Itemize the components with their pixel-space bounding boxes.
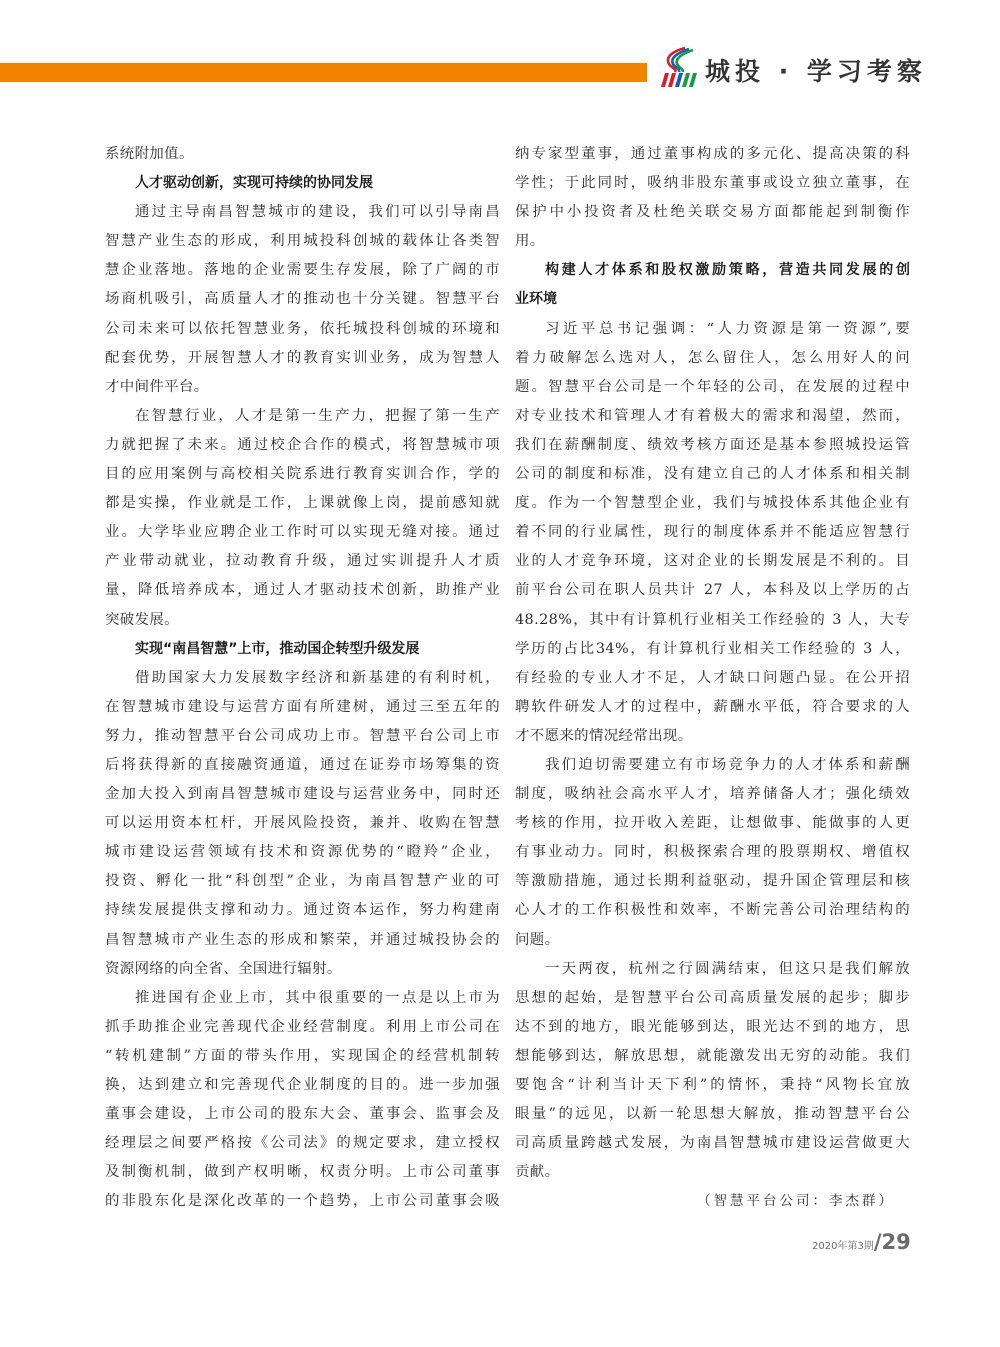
issue-label: 2020年第3期	[812, 1241, 874, 1252]
text-line: 换，达到建立和完善现代企业制度的目的。进一步加强	[105, 1077, 500, 1093]
text-line: 都是实操，作业就是工作，上课就像上岗，提前感知就	[105, 495, 500, 512]
text-line: 要饱含“计利当计天下利”的情怀，秉持“风物长宜放	[515, 1077, 910, 1093]
text-line: 考核的作用，拉开收入差距，让想做事、能做事的人更	[515, 815, 910, 832]
text-line: 等激励措施，通过长期利益驱动，提升国企管理层和核	[515, 873, 910, 890]
text-line: “转机建制”方面的带头作用，实现国企的经营机制转	[105, 1047, 500, 1064]
text-line: 投资、孵化一批“科创型”企业，为南昌智慧产业的可	[105, 873, 500, 890]
text-line: 昌智慧城市产业生态的形成和繁荣，并通过城投协会的	[105, 931, 500, 948]
text-line: 持续发展提供支撑和动力。通过资本运作，努力构建南	[105, 902, 500, 919]
text-line: 才中间件平台。	[105, 378, 209, 395]
text-line: 及制衡机制，做到产权明晰，权责分明。上市公司董事	[105, 1164, 500, 1181]
text-line: 金加大投入到南昌智慧城市建设与运营业务中，同时还	[105, 786, 500, 803]
text-line: 智慧产业生态的形成，利用城投科创城的载体让各类智	[105, 233, 500, 250]
text-line: 度。作为一个智慧型企业，我们与城投体系其他企业有	[515, 495, 910, 512]
text-line: 系统附加值。	[105, 146, 194, 162]
text-line: 我们迫切需要建立有市场竞争力的人才体系和薪酬	[545, 756, 910, 773]
text-line: 慧企业落地。落地的企业需要生存发展，除了广阔的市	[105, 262, 500, 279]
text-line: 聘软件研发人才的过程中，薪酬水平低，符合要求的人	[515, 698, 910, 715]
text-line: 资源网络的向全省、全国进行辐射。	[105, 960, 342, 977]
text-line: 48.28%，其中有计算机行业相关工作经验的 3 人，大专	[515, 611, 910, 628]
text-line: 可以运用资本杠杆，开展风险投资，兼并、收购在智慧	[105, 815, 500, 832]
text-line: 突破发展。	[105, 611, 179, 628]
text-line: 公司的制度和标准，没有建立自己的人才体系和相关制	[515, 466, 910, 483]
page-footer	[812, 1230, 911, 1254]
text-line: 推进国有企业上市，其中很重要的一点是以上市为	[135, 989, 500, 1006]
text-line: 有事业动力。同时，积极探索合理的股票期权、增值权	[515, 844, 910, 861]
text-line: 用。	[515, 233, 545, 250]
text-line: 城市建设运营领域有技术和资源优势的“瞪羚”企业，	[105, 844, 500, 861]
text-line: 达不到的地方，眼光能够到达，眼光达不到的地方，思	[515, 1018, 910, 1035]
text-line: 我们在薪酬制度、绩效考核方面还是基本参照城投运管	[515, 436, 910, 453]
author-signature: （智慧平台公司：李杰群）	[697, 1193, 895, 1210]
text-line: 后将获得新的直接融资通道，通过在证券市场筹集的资	[105, 756, 500, 773]
chengtou-logo-icon	[655, 45, 703, 89]
section-heading: 人才驱动创新，实现可持续的协同发展	[135, 175, 373, 192]
text-line: 努力，推动智慧平台公司成功上市。智慧平台公司上市	[105, 727, 500, 744]
text-line: 有经验的专业人才不足，人才缺口问题凸显。在公开招	[515, 669, 910, 686]
text-line: 在智慧行业，人才是第一生产力，把握了第一生产	[135, 407, 500, 424]
text-line: 前平台公司在职人员共计 27 人，本科及以上学历的占	[515, 582, 910, 599]
text-line: 业的人才竞争环境，这对企业的长期发展是不利的。目	[515, 553, 910, 570]
text-line: 题。智慧平台公司是一个年轻的公司，在发展的过程中	[515, 378, 910, 395]
text-line: 纳专家型董事，通过董事构成的多元化、提高决策的科	[515, 146, 910, 162]
text-line: 习近平总书记强调：“人力资源是第一资源”,要	[545, 320, 910, 337]
text-line: 董事会建设，上市公司的股东大会、董事会、监事会及	[105, 1106, 500, 1123]
section-heading: 构建人才体系和股权激励策略，营造共同发展的创	[545, 262, 910, 279]
text-line: 司高质量跨越式发展，为南昌智慧城市建设运营做更大	[515, 1135, 910, 1152]
text-line: 想能够到达，解放思想，就能激发出无穷的动能。我们	[515, 1047, 910, 1064]
text-line: 通过主导南昌智慧城市的建设，我们可以引导南昌	[135, 204, 500, 221]
section-title: 城投 · 学习考察	[705, 57, 927, 86]
text-line: 目的应用案例与高校相关院系进行教育实训合作，学的	[105, 466, 500, 483]
text-line: 心人才的工作积极性和效率，不断完善公司治理结构的	[515, 902, 910, 919]
text-line: 业。大学毕业应聘企业工作时可以实现无缝对接。通过	[105, 524, 500, 541]
text-line: 在智慧城市建设与运营方面有所建树，通过三至五年的	[105, 698, 500, 715]
text-line: 着不同的行业属性，现行的制度体系并不能适应智慧行	[515, 524, 910, 541]
section-heading: 业环境	[515, 291, 557, 308]
text-line: 学性；于此同时，吸纳非股东董事或设立独立董事，在	[515, 175, 910, 192]
text-line: 一天两夜，杭州之行圆满结束，但这只是我们解放	[545, 960, 910, 977]
text-line: 眼量”的远见，以新一轮思想大解放，推动智慧平台公	[515, 1106, 910, 1123]
text-line: 量，降低培养成本，通过人才驱动技术创新，助推产业	[105, 582, 500, 599]
text-line: 配套优势，开展智慧人才的教育实训业务，成为智慧人	[105, 349, 500, 366]
text-line: 制度，吸纳社会高水平人才，培养储备人才；强化绩效	[515, 786, 910, 803]
text-line: 经理层之间要严格按《公司法》的规定要求，建立授权	[105, 1135, 500, 1152]
text-line: 产业带动就业，拉动教育升级，通过实训提升人才质	[105, 553, 500, 570]
text-line: 力就把握了未来。通过校企合作的模式，将智慧城市项	[105, 436, 500, 453]
article-column-right	[515, 140, 910, 1216]
article-column-left	[105, 140, 500, 1216]
text-line: 保护中小投资者及杜绝关联交易方面都能起到制衡作	[515, 204, 910, 221]
page-number: /29	[873, 1230, 911, 1254]
text-line: 抓手助推企业完善现代企业经营制度。利用上市公司在	[105, 1018, 500, 1035]
text-line: 场商机吸引，高质量人才的推动也十分关键。智慧平台	[105, 291, 500, 308]
text-line: 思想的起始，是智慧平台公司高质量发展的起步；脚步	[515, 989, 910, 1006]
text-line: 借助国家大力发展数字经济和新基建的有利时机，	[135, 669, 500, 686]
text-line: 问题。	[515, 931, 560, 948]
text-line: 贡献。	[515, 1164, 560, 1181]
text-line: 公司未来可以依托智慧业务，依托城投科创城的环境和	[105, 320, 500, 337]
text-line: 才不愿来的情况经常出现。	[515, 727, 693, 744]
text-line: 对专业技术和管理人才有着极大的需求和渴望，然而，	[515, 407, 910, 424]
section-heading: 实现“南昌智慧”上市，推动国企转型升级发展	[135, 640, 420, 657]
header-accent-bar	[0, 63, 647, 82]
text-line: 的非股东化是深化改革的一个趋势，上市公司董事会吸	[105, 1193, 500, 1210]
text-line: 学历的占比34%，有计算机行业相关工作经验的 3 人，	[515, 640, 910, 657]
text-line: 着力破解怎么选对人，怎么留住人，怎么用好人的问	[515, 349, 910, 366]
